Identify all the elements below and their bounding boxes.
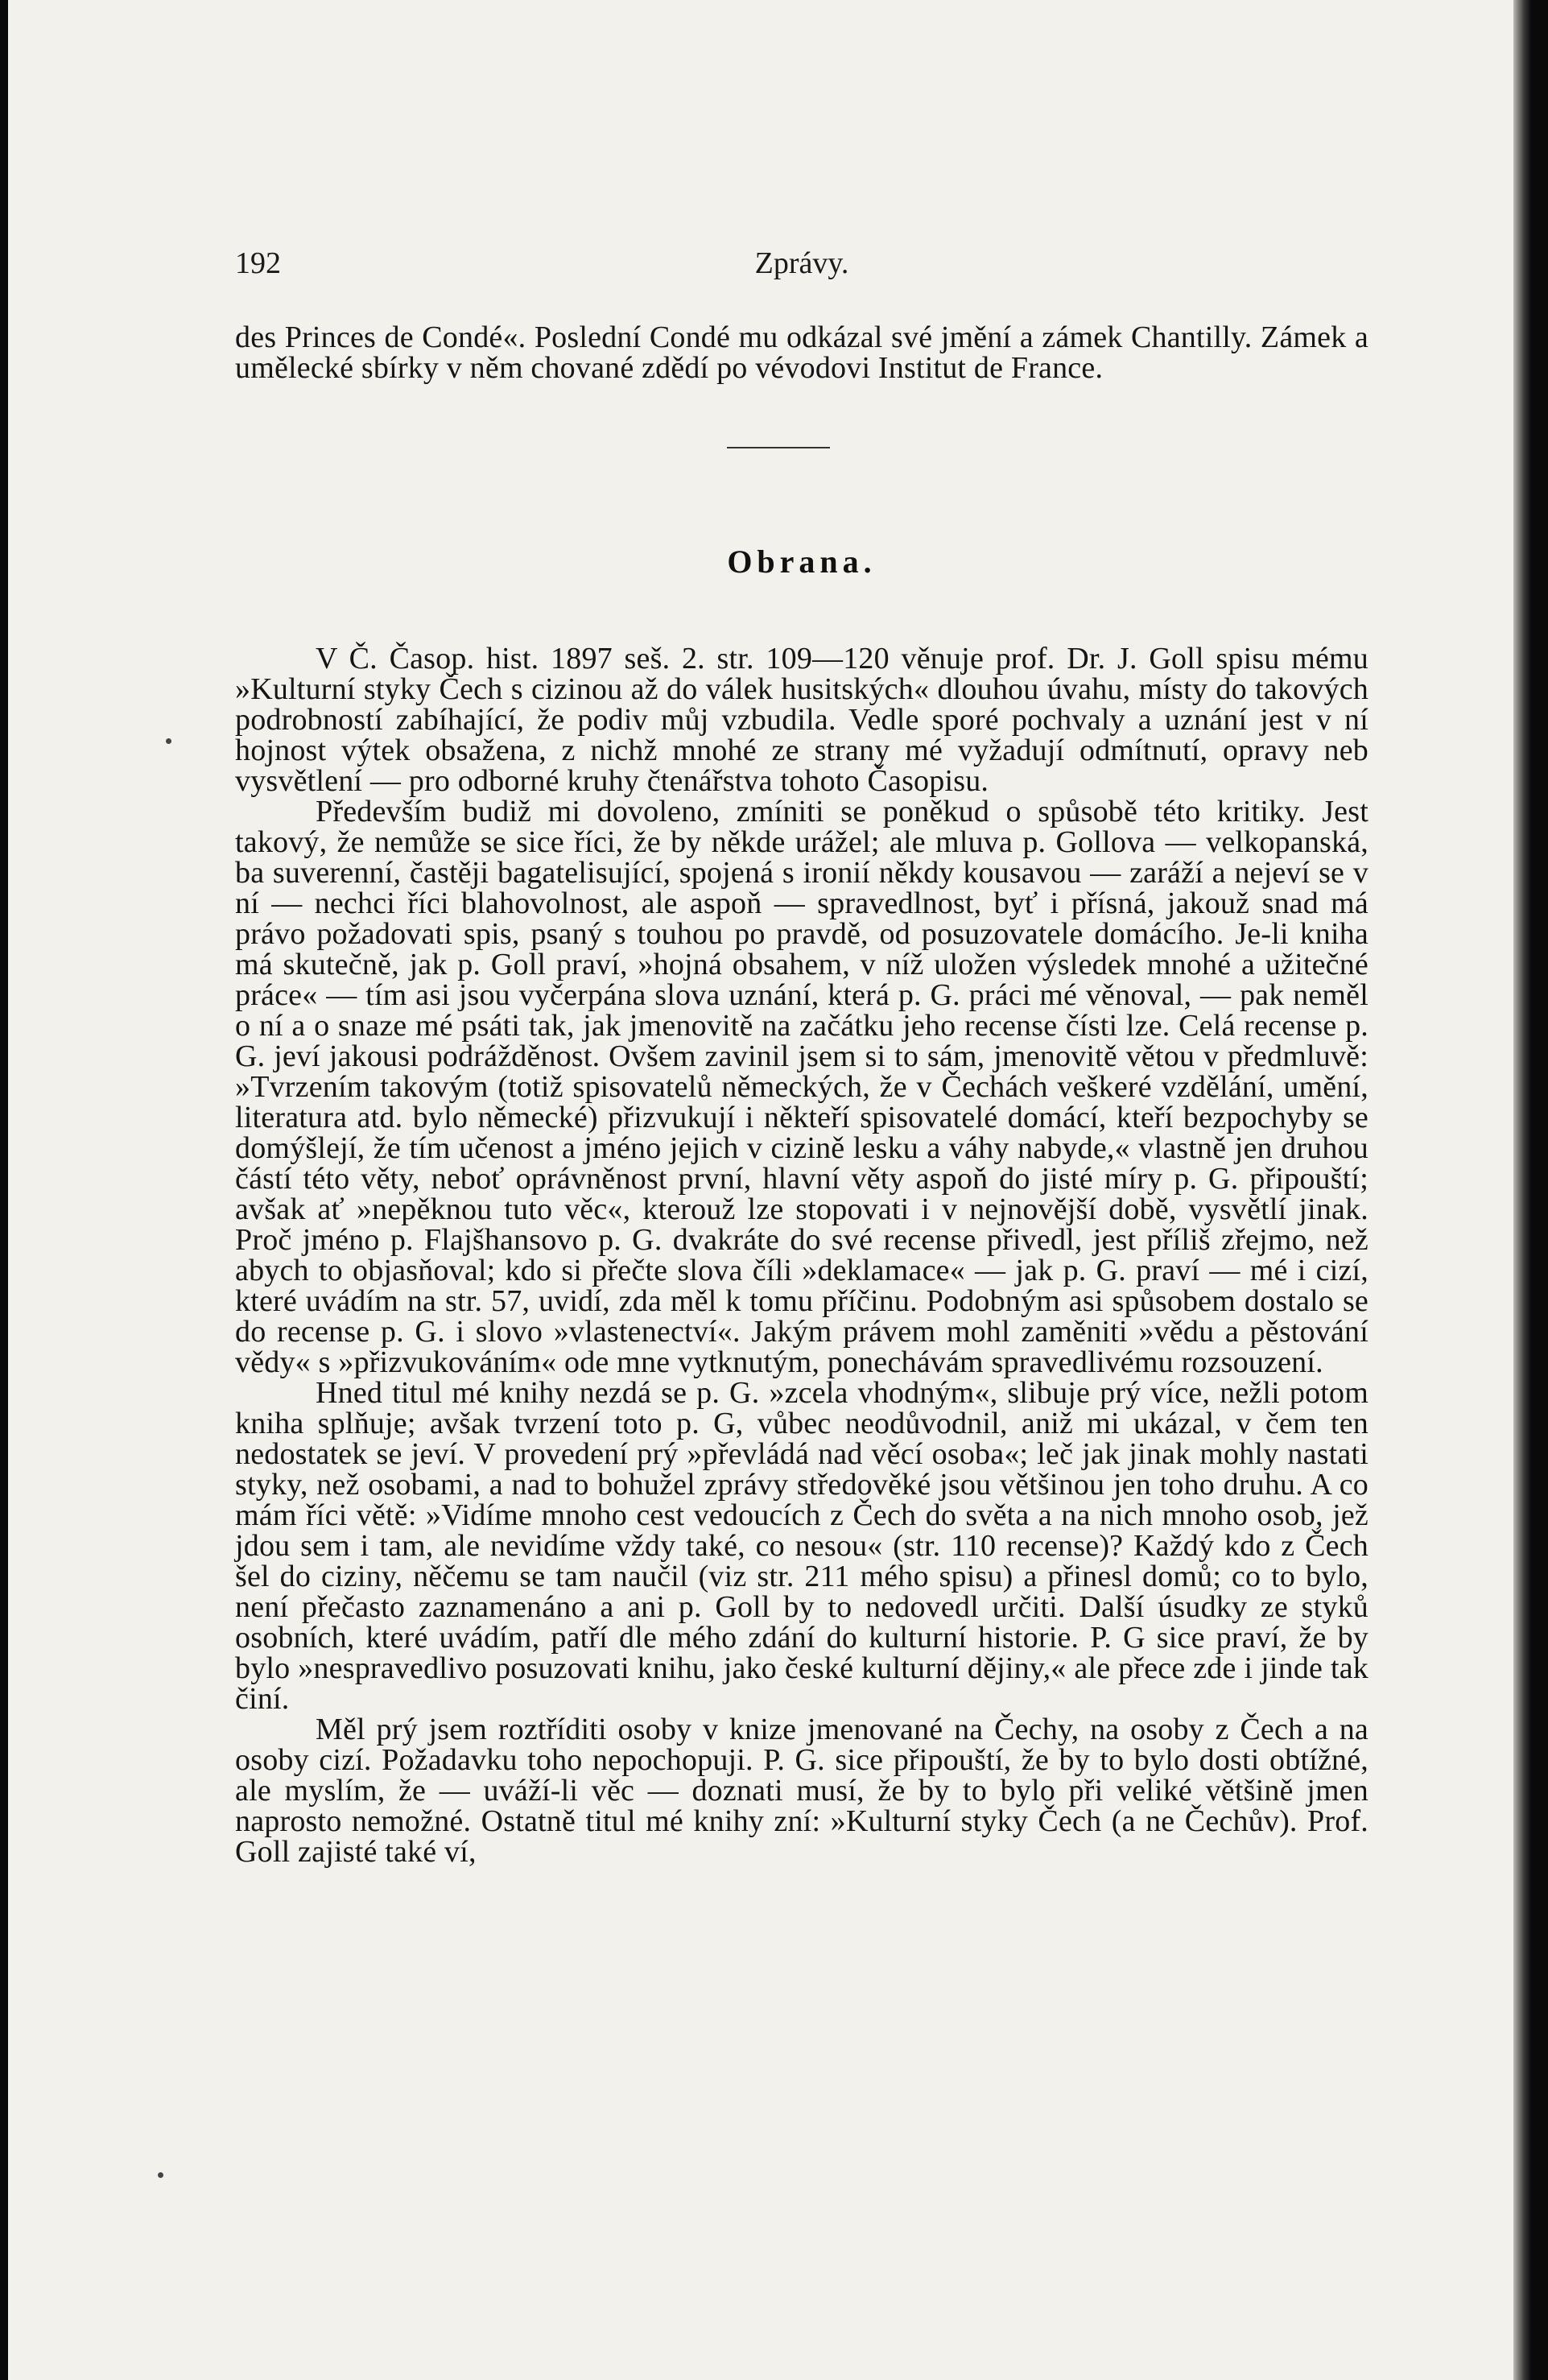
body-paragraph-3: Hned titul mé knihy nezdá se p. G. »zcela vhodným«, slibuje prý více, nežli potom kniha splňuje; avšak tvrzení toto p. G, vůbec neodůvodnil, aniž mi ukázal, v čem ten nedostatek se jeví. V provedení prý »převládá nad věcí osoba«; leč jak jinak mohly nastati styky, než osobami, a nad to bohužel zprávy středověké jsou většinou jen toho druhu. A co mám říci větě: »Vidíme mnoho cest vedoucích z Čech do světa a na nich mnoho osob, jež jdou sem i tam, ale nevidíme vždy také, co nesou« (str. 110 recense)? Každý kdo z Čech šel do ciziny, něčemu se tam naučil (viz str. 211 mého spisu) a přinesl domů; co to bylo, není přečasto zaznamenáno a ani p. Goll by to nedovedl určiti. Další úsudky ze styků osobních, které uvádím, patří dle mého zdání do kulturní historie. P. G sice praví, že by bylo »nespravedlivo posuzovati knihu, jako české kulturní dějiny,« ale přece zde i jinde tak činí. — [235, 1376, 1368, 1716]
body-paragraph-4: Měl prý jsem roztříditi osoby v knize jmenované na Čechy, na osoby z Čech a na osoby cizí. Požadavku toho nepochopuji. P. G. sice připouští, že by to bylo dosti obtížné, ale myslím, že — uváží-li věc — doznati musí, že by to bylo při veliké většině jmen naprosto nemožné. Ostatně titul mé knihy zní: »Kulturní styky Čech (a ne Čechův). Prof. Goll zajisté také ví, — [235, 1713, 1368, 1869]
running-title: Zprávy. — [754, 246, 849, 280]
section-body — [235, 643, 1368, 1867]
intro-text-block — [235, 322, 1368, 383]
margin-speck — [158, 2172, 163, 2178]
running-header — [235, 246, 1368, 286]
document-page — [8, 0, 1529, 2380]
page-edge-shadow — [1513, 0, 1531, 2380]
section-divider — [727, 447, 830, 448]
body-paragraph-1: V Č. Časop. hist. 1897 seš. 2. str. 109—120 věnuje prof. Dr. J. Goll spisu mému »Kulturní styky Čech s cizinou až do válek husitských« dlouhou úvahu, místy do takových podrobností zabíhající, že podiv můj vzbudila. Vedle sporé pochvaly a uznání jest v ní hojnost výtek obsažena, z nichž mnohé ze strany mé vyžadují odmítnutí, opravy neb vysvětlení — pro odborné kruhy čtenářstva tohoto Časopisu. — [235, 642, 1368, 798]
intro-paragraph: des Princes de Condé«. Poslední Condé mu odkázal své jmění a zámek Chantilly. Zámek a umělecké sbírky v něm chované zdědí po vévodovi Institut de France. — [235, 320, 1368, 385]
page-number: 192 — [235, 246, 281, 280]
body-paragraph-2: Především budiž mi dovoleno, zmíniti se poněkud o spůsobě této kritiky. Jest takový, že nemůže se sice říci, že by někde urážel; ale mluva p. Gollova — velkopanská, ba suverenní, častěji bagatelisující, spojená s ironií někdy kousavou — zaráží a nejeví se v ní — nechci říci blahovolnost, ale aspoň — spravedlnost, byť i přísná, jakouž snad má právo požadovati spis, psaný s touhou po pravdě, od posuzovatele domácího. Je-li kniha má skutečně, jak p. Goll praví, »hojná obsahem, v níž uložen výsledek mnohé a užitečné práce« — tím asi jsou vyčerpána slova uznání, která p. G. práci mé věnoval, — pak neměl o ní a o snaze mé psáti tak, jak jmenovitě na začátku jeho recense čísti lze. Celá recense p. G. jeví jakousi podrážděnost. Ovšem zavinil jsem si to sám, jmenovitě větou v předmluvě: »Tvrzením takovým (totiž spisovatelů německých, že v Čechách veškeré vzdělání, umění, literatura atd. bylo německé) přizvukují i někteří spisovatelé domácí, kteří bezpochyby se domýšlejí, že tím učenost a jméno jejich v cizině lesku a váhy nabyde,« vlastně jen druhou částí této věty, neboť oprávněnost první, hlavní věty aspoň do jisté míry p. G. připouští; avšak ať »nepěknou tuto věc«, kterouž lze stopovati i v nejnovější době, vysvětlí jinak. Proč jméno p. Flajšhansovo p. G. dvakráte do své recense přivedl, jest příliš zřejmo, než abych to objasňoval; kdo si přečte slova číli »deklamace« — jak p. G. praví — mé i cizí, které uvádím na str. 57, uvidí, zda měl k tomu příčinu. Podobným asi spůsobem dostalo se do recense p. G. i slovo »vlastenectví«. Jakým právem mohl zaměniti »vědu a pěstování vědy« s »přizvukováním« ode mne vytknutým, ponechávám spravedlivému rozsouzení. — [235, 795, 1368, 1379]
margin-speck — [166, 738, 171, 744]
section-title: Obrana. — [727, 543, 877, 580]
